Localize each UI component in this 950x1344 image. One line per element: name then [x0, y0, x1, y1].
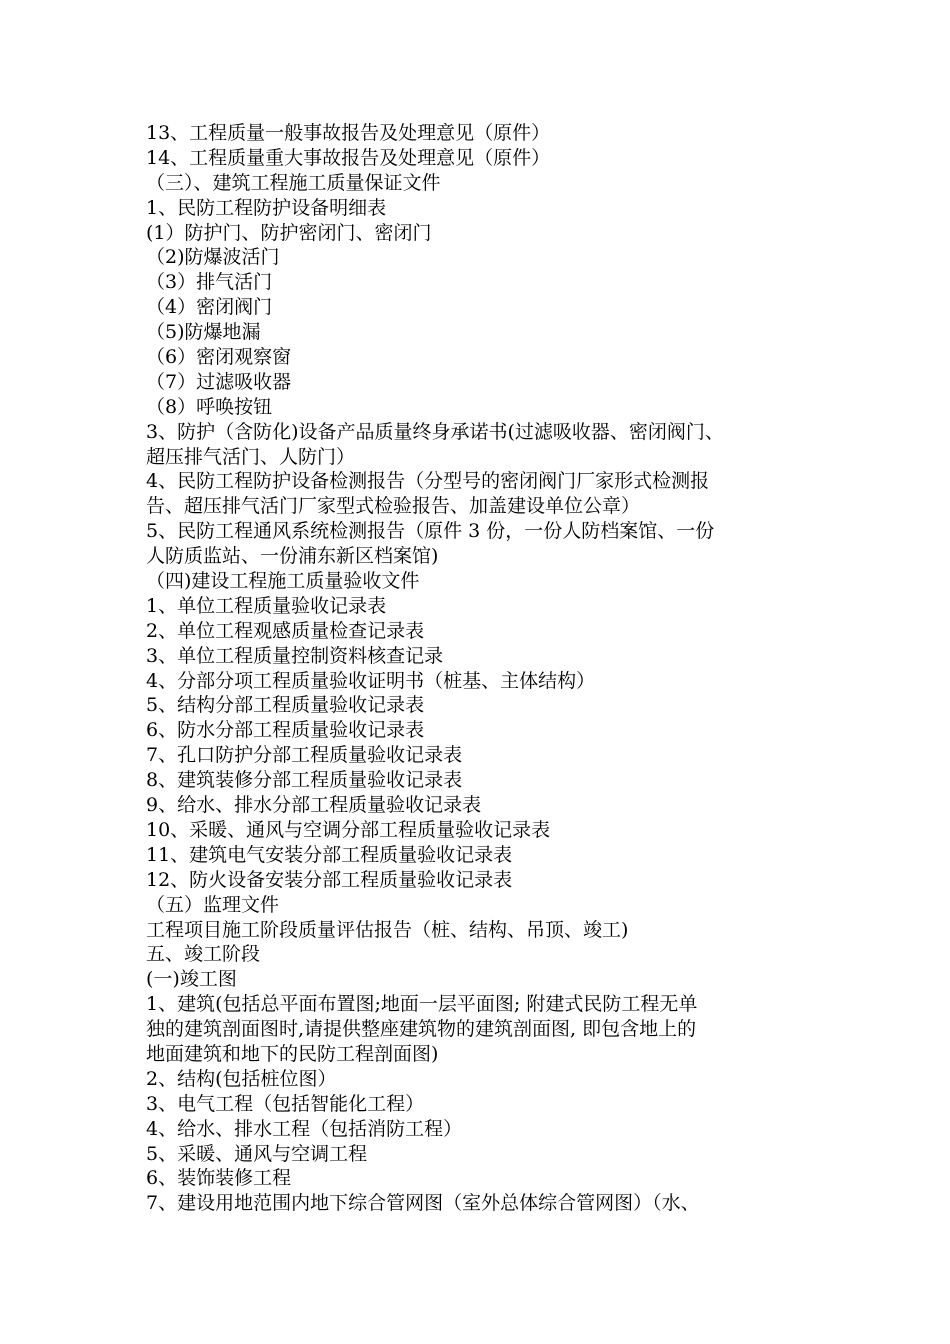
doc-line: (1）防护门、防护密闭门、密闭门: [146, 221, 432, 244]
doc-line: 3、防护（含防化)设备产品质量终身承诺书(过滤吸收器、密闭阀门、: [146, 420, 724, 443]
doc-line: 7、孔口防护分部工程质量验收记录表: [146, 744, 463, 767]
doc-line: （4）密闭阀门: [146, 296, 273, 319]
section-heading: （三）、建筑工程施工质量保证文件: [146, 171, 441, 194]
doc-line: （3）排气活门: [146, 271, 273, 294]
doc-line: 2、单位工程观感质量检查记录表: [146, 619, 425, 642]
doc-line: 工程项目施工阶段质量评估报告（桩、结构、吊顶、竣工): [146, 918, 629, 941]
doc-line: （8）呼唤按钮: [146, 395, 273, 418]
section-heading: (一)竣工图: [146, 968, 237, 991]
doc-line: （5)防爆地漏: [146, 321, 261, 344]
doc-line: 13、工程质量一般事故报告及处理意见（原件）: [146, 122, 551, 144]
doc-line: 1、建筑(包括总平面布置图;地面一层平面图; 附建式民防工程无单: [146, 993, 698, 1016]
section-heading: （五）监理文件: [146, 893, 280, 916]
doc-line: 告、超压排气活门厂家型式检验报告、加盖建设单位公章）: [146, 495, 641, 518]
doc-line: 9、给水、排水分部工程质量验收记录表: [146, 794, 482, 817]
doc-line: 人防质监站、一份浦东新区档案馆): [146, 545, 439, 568]
doc-line: 12、防火设备安装分部工程质量验收记录表: [146, 868, 513, 891]
section-heading: （四)建设工程施工质量验收文件: [146, 570, 420, 593]
doc-line: 超压排气活门、人防门）: [146, 445, 356, 468]
doc-line: 14、工程质量重大事故报告及处理意见（原件）: [146, 146, 551, 169]
doc-line: 6、防水分部工程质量验收记录表: [146, 719, 425, 742]
doc-line: （6）密闭观察窗: [146, 346, 292, 369]
doc-line: 3、电气工程（包括智能化工程）: [146, 1092, 425, 1115]
doc-line: 4、给水、排水工程（包括消防工程）: [146, 1117, 463, 1140]
doc-line: 8、建筑装修分部工程质量验收记录表: [146, 769, 463, 792]
doc-line: 1、单位工程质量验收记录表: [146, 594, 387, 617]
doc-line: 5、民防工程通风系统检测报告（原件 3 份，一份人防档案馆、一份: [146, 520, 715, 543]
doc-line: 3、单位工程质量控制资料核查记录: [146, 644, 444, 667]
doc-line: （7）过滤吸收器: [146, 370, 292, 393]
doc-line: 10、采暖、通风与空调分部工程质量验收记录表: [146, 818, 551, 841]
doc-line: 4、民防工程防护设备检测报告（分型号的密闭阀门厂家形式检测报: [146, 470, 710, 493]
doc-line: 5、采暖、通风与空调工程: [146, 1142, 368, 1165]
doc-line: 5、结构分部工程质量验收记录表: [146, 694, 425, 717]
doc-line: （2)防爆波活门: [146, 246, 280, 269]
doc-line: 7、建设用地范围内地下综合管网图（室外总体综合管网图）（水、: [146, 1192, 700, 1215]
doc-line: 4、分部分项工程质量验收证明书（桩基、主体结构）: [146, 669, 596, 692]
doc-line: 1、民防工程防护设备明细表: [146, 196, 387, 219]
doc-line: 6、装饰装修工程: [146, 1167, 292, 1190]
document-body: [146, 121, 822, 1216]
doc-line: 2、结构(包括桩位图）: [146, 1067, 337, 1090]
doc-line: 独的建筑剖面图时,请提供整座建筑物的建筑剖面图, 即包含地上的: [146, 1018, 697, 1041]
doc-line: 11、建筑电气安装分部工程质量验收记录表: [146, 843, 513, 866]
doc-line: 地面建筑和地下的民防工程剖面图): [146, 1042, 439, 1065]
section-heading: 五、竣工阶段: [146, 943, 261, 966]
